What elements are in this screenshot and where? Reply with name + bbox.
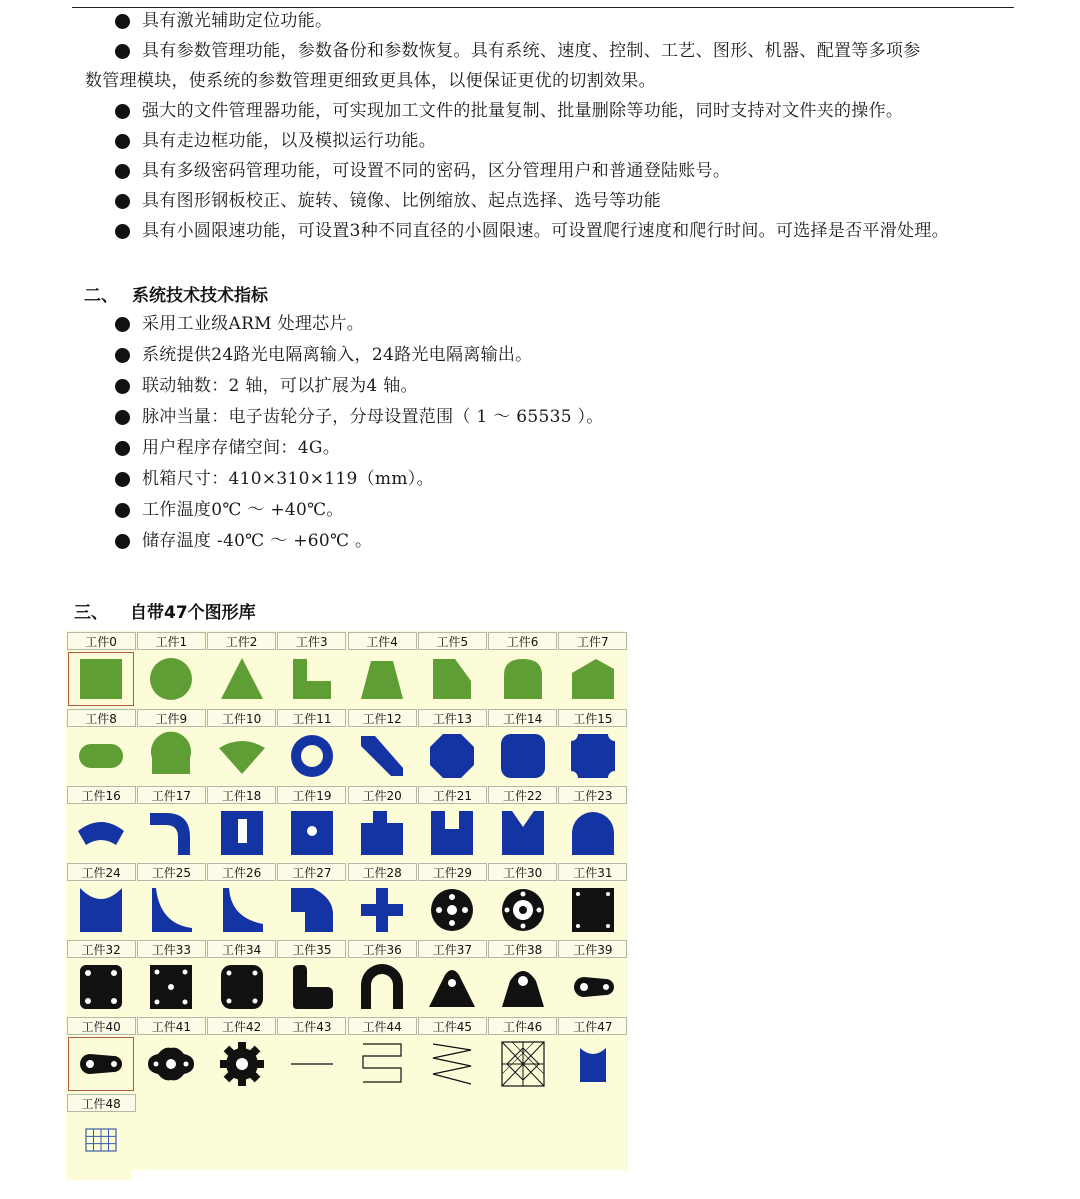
v-zigzag-icon[interactable] <box>417 1035 487 1093</box>
shape-label: 工件30 <box>488 863 557 881</box>
shape-label: 工件20 <box>348 786 417 804</box>
shape-label: 工件22 <box>488 786 557 804</box>
shape-row <box>66 708 628 785</box>
shape-label: 工件31 <box>558 863 627 881</box>
link-plate-icon[interactable] <box>558 958 628 1016</box>
tapered-block-icon[interactable] <box>277 881 347 939</box>
rounded-square-icon[interactable] <box>488 727 558 785</box>
section-heading <box>74 598 256 623</box>
flange-ring-icon[interactable] <box>488 881 558 939</box>
shape-label: 工件6 <box>488 632 557 650</box>
shape-cell[interactable] <box>277 862 347 939</box>
shape-cell[interactable] <box>66 939 136 1016</box>
square-icon[interactable] <box>66 650 136 708</box>
shape-label: 工件33 <box>137 940 206 958</box>
concave-top-icon[interactable] <box>66 881 136 939</box>
house-pentagon-icon[interactable] <box>558 650 628 708</box>
shape-cell[interactable] <box>136 939 206 1016</box>
elbow-icon[interactable] <box>136 804 206 862</box>
shape-label: 工件15 <box>558 709 627 727</box>
shape-label: 工件10 <box>207 709 276 727</box>
rounded-plate-holes-icon[interactable] <box>207 958 277 1016</box>
section-number: 二、 <box>84 286 118 306</box>
cut-circle-icon[interactable] <box>136 727 206 785</box>
cross-icon[interactable] <box>347 881 417 939</box>
plate-four-holes-icon[interactable] <box>66 958 136 1016</box>
shape-label: 工件28 <box>348 863 417 881</box>
shape-label: 工件36 <box>348 940 417 958</box>
shape-cell[interactable] <box>488 631 558 708</box>
shape-cell[interactable] <box>347 1016 417 1093</box>
shape-cell[interactable] <box>207 862 277 939</box>
rounded-rect-icon[interactable] <box>66 727 136 785</box>
quarter-fillet-icon[interactable] <box>136 881 206 939</box>
shape-label: 工件41 <box>137 1017 206 1035</box>
shape-cell[interactable] <box>277 939 347 1016</box>
shape-label: 工件35 <box>277 940 346 958</box>
v-notch-block-icon[interactable] <box>488 804 558 862</box>
notched-square-icon[interactable] <box>558 727 628 785</box>
shape-cell[interactable] <box>417 708 487 785</box>
list-item: 机箱尺寸：410×310×119（mm）。 <box>114 464 1024 495</box>
shape-label: 工件39 <box>558 940 627 958</box>
list-item: 脉冲当量：电子齿轮分子，分母设置范围（ 1 ～ 65535 ）。 <box>114 402 1024 433</box>
shape-cell[interactable] <box>347 708 417 785</box>
trapezoid-icon[interactable] <box>347 650 417 708</box>
rect-zigzag-icon[interactable] <box>347 1035 417 1093</box>
gear-icon[interactable] <box>207 1035 277 1093</box>
shape-label: 工件16 <box>67 786 136 804</box>
shape-cell[interactable] <box>207 1016 277 1093</box>
grid-hatch-icon[interactable] <box>488 1035 558 1093</box>
section-heading <box>84 281 268 306</box>
stepped-block-icon[interactable] <box>347 804 417 862</box>
shape-label: 工件48 <box>67 1094 136 1112</box>
shape-cell[interactable] <box>417 939 487 1016</box>
shape-label: 工件14 <box>488 709 557 727</box>
shape-label: 工件47 <box>558 1017 627 1035</box>
shape-label: 工件34 <box>207 940 276 958</box>
concave-corner-icon[interactable] <box>207 881 277 939</box>
shape-cell[interactable] <box>347 631 417 708</box>
l-shape-icon[interactable] <box>277 650 347 708</box>
list-item: 用户程序存储空间：4G。 <box>114 433 1024 464</box>
section-number: 三、 <box>74 603 108 623</box>
shape-label: 工件4 <box>348 632 417 650</box>
section-title: 自带47个图形库 <box>130 603 256 623</box>
shape-label: 工件1 <box>137 632 206 650</box>
shape-cell[interactable] <box>207 939 277 1016</box>
shape-cell[interactable] <box>558 862 628 939</box>
shape-cell[interactable] <box>136 708 206 785</box>
oval-flange-icon[interactable] <box>136 1035 206 1093</box>
octagon-icon[interactable] <box>417 727 487 785</box>
shape-label: 工件17 <box>137 786 206 804</box>
shape-label: 工件42 <box>207 1017 276 1035</box>
shape-cell[interactable] <box>136 862 206 939</box>
list-item: 具有多级密码管理功能，可设置不同的密码，区分管理用户和普通登陆账号。 <box>114 156 1024 186</box>
shape-label: 工件21 <box>418 786 487 804</box>
shape-row <box>66 862 628 939</box>
shape-cell[interactable] <box>207 708 277 785</box>
shape-label: 工件24 <box>67 863 136 881</box>
shape-label: 工件0 <box>67 632 136 650</box>
shape-label: 工件29 <box>418 863 487 881</box>
plate-corner-holes-icon[interactable] <box>558 881 628 939</box>
u-arch-icon[interactable] <box>347 958 417 1016</box>
shape-label: 工件19 <box>277 786 346 804</box>
shape-cell[interactable] <box>66 1016 136 1093</box>
table-grid-icon[interactable] <box>66 1112 136 1170</box>
shape-label: 工件32 <box>67 940 136 958</box>
shape-cell[interactable] <box>207 785 277 862</box>
shape-label: 工件38 <box>488 940 557 958</box>
list-item: 具有图形钢板校正、旋转、镜像、比例缩放、起点选择、选号等功能 <box>114 186 1024 216</box>
shape-cell[interactable] <box>417 785 487 862</box>
shape-cell[interactable] <box>207 631 277 708</box>
line-icon[interactable] <box>277 1035 347 1093</box>
shape-label: 工件23 <box>558 786 627 804</box>
u-notch-block-icon[interactable] <box>417 804 487 862</box>
list-item: 工作温度0℃ ～ +40℃。 <box>114 495 1024 526</box>
shape-cell[interactable] <box>66 708 136 785</box>
shape-label: 工件43 <box>277 1017 346 1035</box>
shape-cell[interactable] <box>66 631 136 708</box>
shape-library-grid <box>66 631 628 1170</box>
shape-cell[interactable] <box>558 708 628 785</box>
shape-label: 工件45 <box>418 1017 487 1035</box>
shape-cell[interactable] <box>558 785 628 862</box>
shape-label: 工件18 <box>207 786 276 804</box>
shape-cell[interactable] <box>488 1016 558 1093</box>
square-with-hole-icon[interactable] <box>277 804 347 862</box>
list-item: 具有走边框功能，以及模拟运行功能。 <box>114 126 1024 156</box>
shape-label: 工件7 <box>558 632 627 650</box>
shape-label: 工件11 <box>277 709 346 727</box>
shape-label: 工件25 <box>137 863 206 881</box>
shape-cell[interactable] <box>66 1093 136 1170</box>
shape-cell[interactable] <box>277 708 347 785</box>
shape-cell[interactable] <box>347 785 417 862</box>
shape-label: 工件8 <box>67 709 136 727</box>
shape-cell[interactable] <box>417 631 487 708</box>
lug-round-icon[interactable] <box>488 958 558 1016</box>
bowl-shape-icon[interactable] <box>558 1035 628 1093</box>
shape-row <box>66 1016 628 1093</box>
shape-label: 工件2 <box>207 632 276 650</box>
angled-bar-icon[interactable] <box>347 727 417 785</box>
flange-holes-icon[interactable] <box>417 881 487 939</box>
shape-cell[interactable] <box>417 862 487 939</box>
shape-cell[interactable] <box>488 939 558 1016</box>
list-item: 联动轴数：2 轴，可以扩展为4 轴。 <box>114 371 1024 402</box>
list-item: 具有激光辅助定位功能。 <box>114 6 1024 36</box>
rect-with-slot-icon[interactable] <box>207 804 277 862</box>
shape-label: 工件46 <box>488 1017 557 1035</box>
shape-cell[interactable] <box>488 785 558 862</box>
shape-row <box>66 1093 628 1170</box>
shape-cell[interactable] <box>277 1016 347 1093</box>
ring-icon[interactable] <box>277 727 347 785</box>
chamfer-pentagon-icon[interactable] <box>417 650 487 708</box>
triangle-icon[interactable] <box>207 650 277 708</box>
shape-cell[interactable] <box>558 939 628 1016</box>
shape-cell[interactable] <box>488 708 558 785</box>
circle-icon[interactable] <box>136 650 206 708</box>
shape-row <box>66 939 628 1016</box>
shape-cell[interactable] <box>136 631 206 708</box>
arched-door-icon[interactable] <box>558 804 628 862</box>
spec-list <box>114 309 1024 557</box>
shape-cell[interactable] <box>277 631 347 708</box>
shape-label: 工件12 <box>348 709 417 727</box>
link-plate-icon[interactable] <box>66 1035 136 1093</box>
shape-label: 工件5 <box>418 632 487 650</box>
shape-label: 工件40 <box>67 1017 136 1035</box>
shape-cell[interactable] <box>347 862 417 939</box>
shape-cell[interactable] <box>277 785 347 862</box>
shape-label: 工件37 <box>418 940 487 958</box>
shape-cell[interactable] <box>136 785 206 862</box>
l-bracket-icon[interactable] <box>277 958 347 1016</box>
arc-segment-icon[interactable] <box>66 804 136 862</box>
shape-cell[interactable] <box>417 1016 487 1093</box>
list-item-continuation: 数管理模块，使系统的参数管理更细致更具体，以便保证更优的切割效果。 <box>85 71 656 91</box>
list-item: 具有参数管理功能，参数备份和参数恢复。具有系统、速度、控制、工艺、图形、机器、配置等多项参 <box>114 36 1024 66</box>
arch-pentagon-icon[interactable] <box>488 650 558 708</box>
section-title: 系统技术技术指标 <box>132 286 268 306</box>
shape-cell[interactable] <box>558 1016 628 1093</box>
shape-label: 工件26 <box>207 863 276 881</box>
feature-list <box>85 6 1024 246</box>
list-item: 储存温度 -40℃ ～ +60℃ 。 <box>114 526 1024 557</box>
list-item: 系统提供24路光电隔离输入，24路光电隔离输出。 <box>114 340 1024 371</box>
shape-cell[interactable] <box>558 631 628 708</box>
shape-cell[interactable] <box>66 862 136 939</box>
shape-label: 工件44 <box>348 1017 417 1035</box>
plate-center-hole-icon[interactable] <box>136 958 206 1016</box>
shape-row <box>66 631 628 708</box>
shape-label: 工件3 <box>277 632 346 650</box>
shape-cell[interactable] <box>347 939 417 1016</box>
shape-cell[interactable] <box>66 785 136 862</box>
list-item: 强大的文件管理器功能，可实现加工文件的批量复制、批量删除等功能，同时支持对文件夹的操作。 <box>114 96 1024 126</box>
list-item: 具有小圆限速功能，可设置3种不同直径的小圆限速。可设置爬行速度和爬行时间。可选择是否平滑处理。 <box>114 216 1024 246</box>
lug-triangle-icon[interactable] <box>417 958 487 1016</box>
shape-cell[interactable] <box>488 862 558 939</box>
shape-label: 工件13 <box>418 709 487 727</box>
shape-cell[interactable] <box>136 1016 206 1093</box>
shape-label: 工件27 <box>277 863 346 881</box>
shape-label: 工件9 <box>137 709 206 727</box>
shape-row <box>66 785 628 862</box>
list-item: 采用工业级ARM 处理芯片。 <box>114 309 1024 340</box>
fan-diamond-icon[interactable] <box>207 727 277 785</box>
